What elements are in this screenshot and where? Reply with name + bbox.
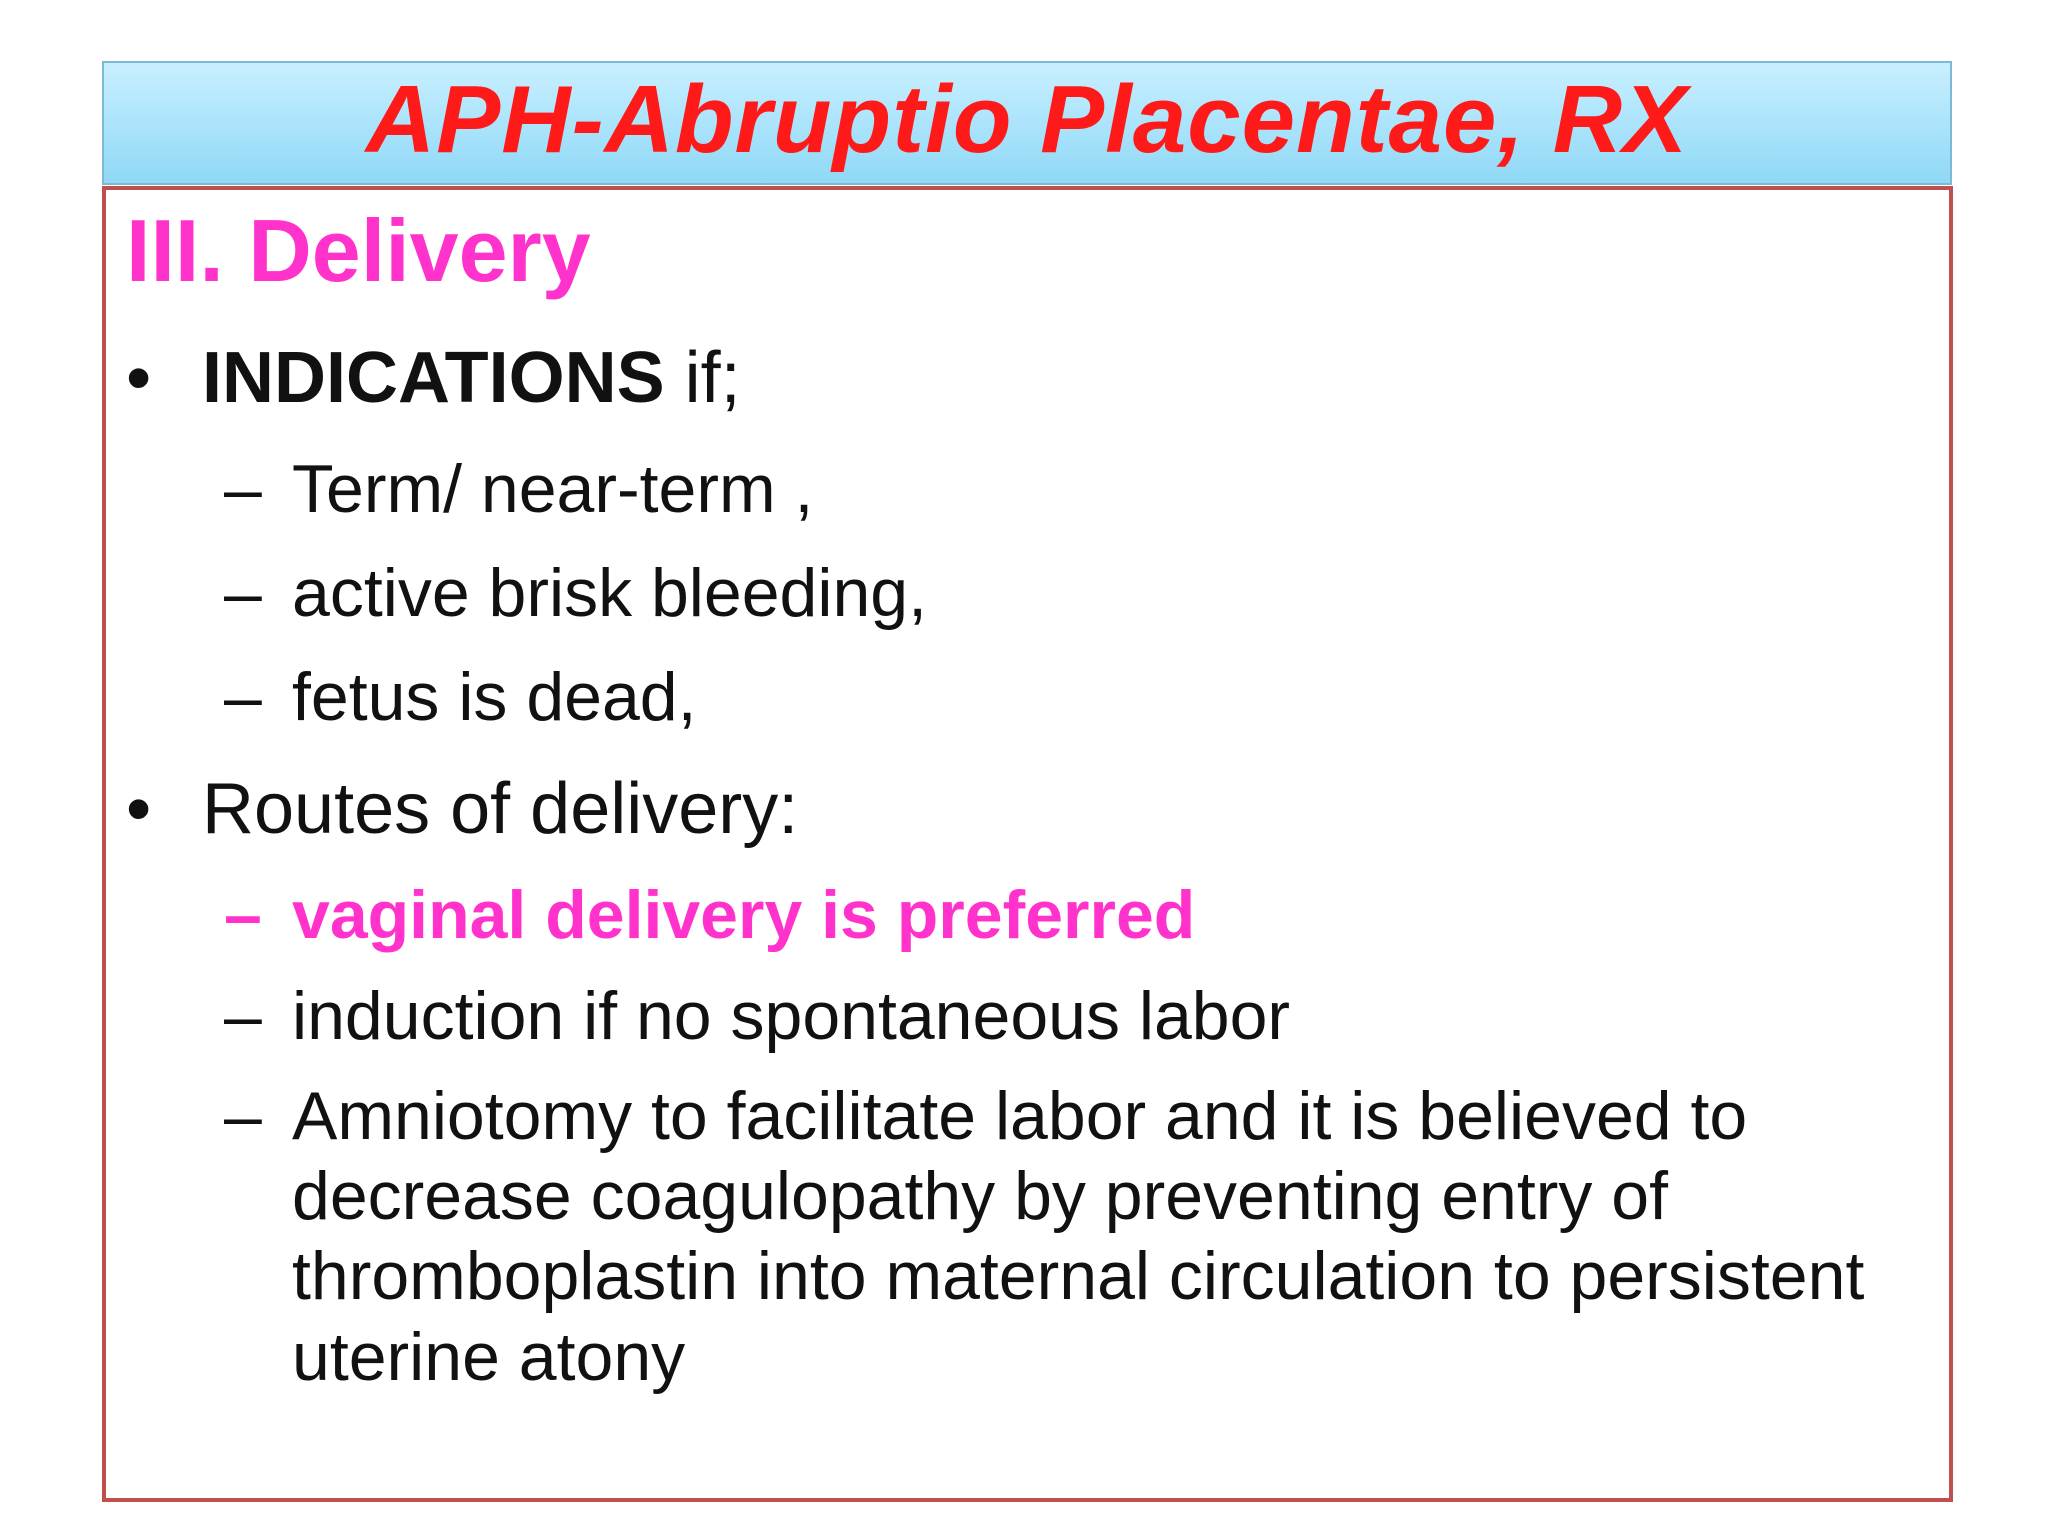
- section-heading: III. Delivery: [126, 201, 591, 300]
- bullet-routes: [126, 766, 798, 852]
- routes-label: Routes of delivery:: [202, 769, 799, 849]
- dash-glyph: –: [224, 659, 262, 735]
- sub-item-text: active brisk bleeding,: [292, 555, 928, 631]
- indications-suffix: if;: [664, 338, 741, 418]
- sub-item: [224, 976, 1290, 1056]
- dash-glyph: –: [224, 978, 262, 1054]
- sub-item-text: Term/ near-term ,: [292, 451, 814, 527]
- dash-glyph: –: [224, 451, 262, 527]
- bullet-glyph: •: [126, 769, 152, 849]
- sub-item-highlight: [224, 875, 1195, 955]
- indications-label: INDICATIONS: [202, 338, 665, 418]
- dash-glyph: –: [224, 555, 262, 631]
- bullet-indications: [126, 335, 741, 421]
- dash-glyph: –: [224, 1078, 262, 1154]
- bullet-glyph: •: [126, 338, 152, 418]
- sub-item-multiline: [224, 1076, 1992, 1397]
- title-bar: [102, 61, 1952, 185]
- sub-item: [224, 449, 813, 529]
- sub-item: [224, 657, 696, 737]
- sub-item-text: vaginal delivery is preferred: [292, 877, 1196, 953]
- sub-item-text: Amniotomy to facilitate labor and it is believed to decrease coagulopathy by preventing entry of thromboplastin into maternal circulation to persistent uterine atony: [292, 1078, 1865, 1395]
- dash-glyph: –: [224, 877, 262, 953]
- slide-title: APH-Abruptio Placentae, RX: [365, 66, 1689, 173]
- sub-item-text: fetus is dead,: [292, 659, 697, 735]
- sub-item: [224, 553, 927, 633]
- sub-item-text: induction if no spontaneous labor: [292, 978, 1291, 1054]
